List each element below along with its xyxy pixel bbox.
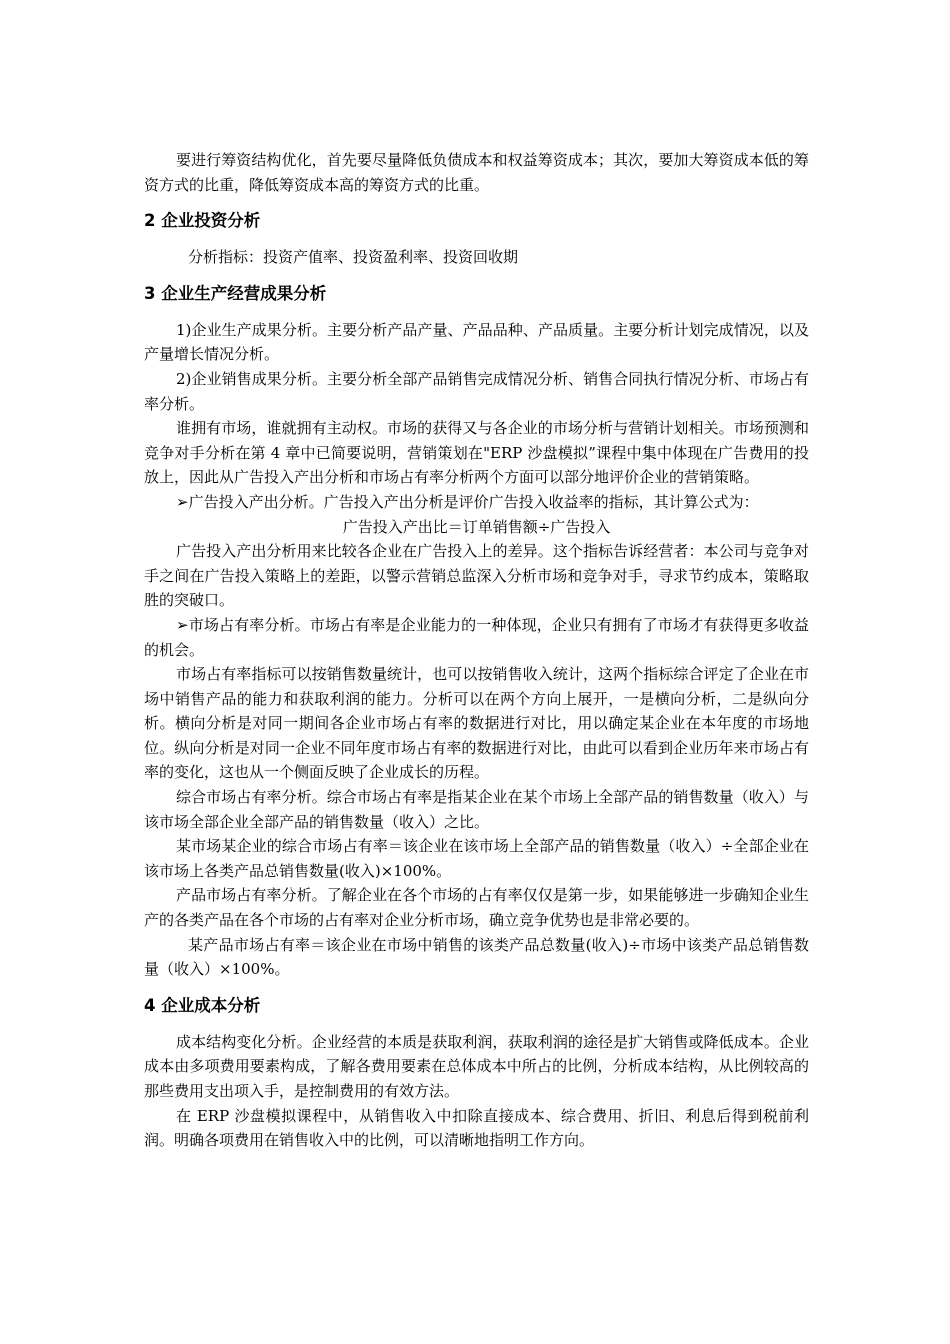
document-body <box>144 148 809 1153</box>
paragraph: 在 ERP 沙盘模拟课程中，从销售收入中扣除直接成本、综合费用、折旧、利息后得到税前利润。明确各项费用在销售收入中的比例，可以清晰地指明工作方向。 <box>144 1106 809 1150</box>
section-heading: 2 企业投资分析 <box>144 211 261 231</box>
paragraph: 分析指标：投资产值率、投资盈利率、投资回收期 <box>188 248 519 267</box>
paragraph: 某市场某企业的综合市场占有率＝该企业在该市场上全部产品的销售数量（收入）÷全部企业在该市场上各类产品总销售数量(收入)×100%。 <box>144 837 809 880</box>
formula: 广告投入产出比＝订单销售额÷广告投入 <box>342 517 611 536</box>
paragraph: 1)企业生产成果分析。主要分析产品产量、产品品种、产品质量。主要分析计划完成情况，以及产量增长情况分析。 <box>144 320 809 364</box>
paragraph: 市场占有率指标可以按销售数量统计，也可以按销售收入统计，这两个指标综合评定了企业在市场中销售产品的能力和获取利润的能力。分析可以在两个方向上展开，一是横向分析，二是纵向分析。横向分析是对同一期间各企业市场占有率的数据进行对比，用以确定某企业在本年度的市场地位。纵向分析是对同一企业不同年度市场占有率的数据进行对比，由此可以看到企业历年来市场占有率的变化，这也从一个侧面反映了企业成长的历程。 <box>144 665 809 782</box>
paragraph: 某产品市场占有率＝该企业在市场中销售的该类产品总数量(收入)÷市场中该类产品总销售数量（收入）×100%。 <box>144 935 809 979</box>
paragraph: 谁拥有市场，谁就拥有主动权。市场的获得又与各企业的市场分析与营销计划相关。市场预测和竞争对手分析在第 4 章中已简要说明，营销策划在"ERP 沙盘模拟”课程中集中体现在广告费用的投放上，因此从广告投入产出分析和市场占有率分析两个方面可以部分地评价企业的营销策略。 <box>144 419 809 487</box>
section-heading: 3 企业生产经营成果分析 <box>144 283 327 303</box>
paragraph: 2)企业销售成果分析。主要分析全部产品销售完成情况分析、销售合同执行情况分析、市场占有率分析。 <box>144 369 809 413</box>
paragraph: ➢广告投入产出分析。广告投入产出分析是评价广告投入收益率的指标，其计算公式为： <box>176 492 759 511</box>
paragraph: 广告投入产出分析用来比较各企业在广告投入上的差异。这个指标告诉经营者：本公司与竞争对手之间在广告投入策略上的差距，以警示营销总监深入分析市场和竞争对手，寻求节约成本，策略取胜的突破口。 <box>144 542 809 610</box>
paragraph: 成本结构变化分析。企业经营的本质是获取利润，获取利润的途径是扩大销售或降低成本。企业成本由多项费用要素构成，了解各费用要素在总体成本中所占的比例，分析成本结构，从比例较高的那些费用支出项入手，是控制费用的有效方法。 <box>144 1032 809 1100</box>
paragraph: 要进行筹资结构优化，首先要尽量降低负债成本和权益筹资成本；其次，要加大筹资成本低的筹资方式的比重，降低筹资成本高的筹资方式的比重。 <box>144 151 809 194</box>
paragraph: ➢市场占有率分析。市场占有率是企业能力的一种体现，企业只有拥有了市场才有获得更多收益的机会。 <box>144 615 809 659</box>
paragraph: 综合市场占有率分析。综合市场占有率是指某企业在某个市场上全部产品的销售数量（收入）与该市场全部企业全部产品的销售数量（收入）之比。 <box>144 788 809 831</box>
paragraph: 产品市场占有率分析。了解企业在各个市场的占有率仅仅是第一步，如果能够进一步确知企业生产的各类产品在各个市场的占有率对企业分析市场，确立竞争优势也是非常必要的。 <box>144 886 809 930</box>
section-heading: 4 企业成本分析 <box>144 995 261 1015</box>
